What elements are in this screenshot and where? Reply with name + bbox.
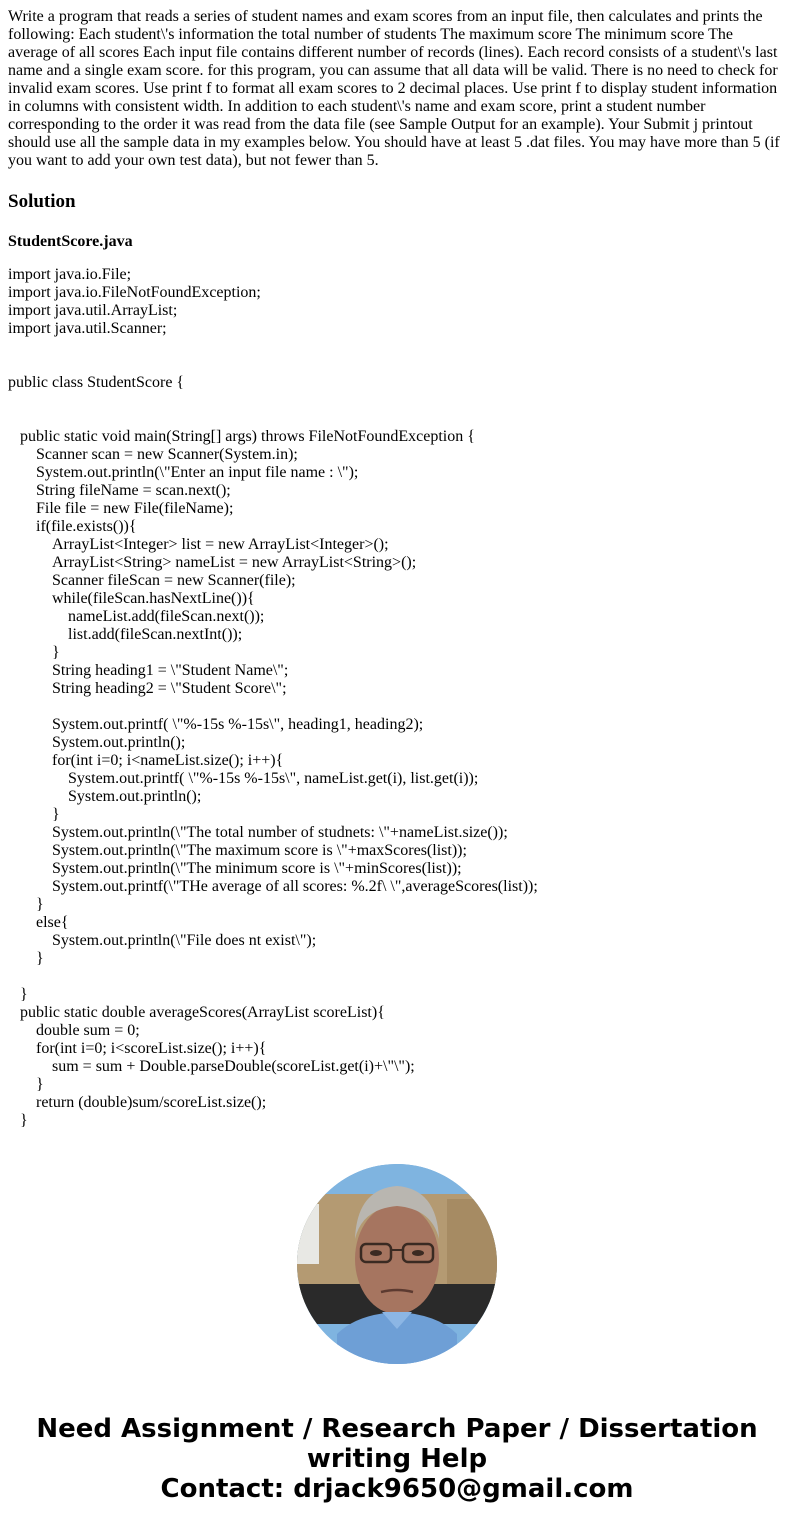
code-line: String fileName = scan.next(); [36,482,231,499]
file-name-heading: StudentScore.java [8,233,133,250]
code-line: System.out.println(\"Enter an input file name : \"); [36,464,359,481]
code-line: } [36,950,44,967]
code-line: System.out.println(\"The minimum score is \"+minScores(list)); [52,860,462,877]
code-block [8,266,786,1130]
code-line [8,356,786,374]
code-line [8,968,786,986]
code-line: System.out.println(); [52,734,186,751]
promo-banner [8,1414,786,1504]
code-line: } [52,806,60,823]
code-line: public static double averageScores(ArrayList scoreList){ [20,1004,385,1021]
code-line: System.out.printf(\"THe average of all scores: %.2f\ \",averageScores(list)); [52,878,538,895]
code-line: System.out.println(\"The maximum score is \"+maxScores(list)); [52,842,467,859]
code-line: public static void main(String[] args) throws FileNotFoundException { [20,428,475,445]
code-line: ArrayList<Integer> list = new ArrayList<Integer>(); [52,536,389,553]
promo-line-2: writing Help [306,1444,488,1474]
code-line: File file = new File(fileName); [36,500,234,517]
code-line: Scanner scan = new Scanner(System.in); [36,446,298,463]
code-line: } [36,1076,44,1093]
code-line: import java.io.File; [8,266,132,283]
code-line: ArrayList<String> nameList = new ArrayList<String>(); [52,554,417,571]
code-line [8,338,786,356]
avatar-container [8,1164,786,1364]
author-photo-icon [297,1164,497,1364]
code-line: if(file.exists()){ [36,518,137,535]
code-line: System.out.println(); [68,788,202,805]
code-line: System.out.println(\"The total number of studnets: \"+nameList.size()); [52,824,508,841]
code-line: return (double)sum/scoreList.size(); [36,1094,267,1111]
code-line: System.out.printf( \"%-15s %-15s\", nameList.get(i), list.get(i)); [68,770,479,787]
code-line: System.out.println(\"File does nt exist\"); [52,932,317,949]
code-line: import java.util.Scanner; [8,320,167,337]
code-line [8,698,786,716]
code-line: } [52,644,60,661]
code-line: String heading1 = \"Student Name\"; [52,662,289,679]
avatar [297,1164,497,1364]
code-line: System.out.printf( \"%-15s %-15s\", heading1, heading2); [52,716,424,733]
code-line: import java.io.FileNotFoundException; [8,284,261,301]
code-line [8,410,786,428]
promo-contact: Contact: drjack9650@gmail.com [160,1474,634,1504]
code-line: for(int i=0; i<scoreList.size(); i++){ [36,1040,267,1057]
solution-heading: Solution [8,191,76,212]
code-line: public class StudentScore { [8,374,185,391]
question-text: Write a program that reads a series of student names and exam scores from an input file, then calculates and prints the following: Each student\'s information the total number of students The maximum score The minimum score The average of all scores Each input file contains different number of records (lines). Each record consists of a student\'s last name and a single exam score. for this program, you can assume that all data will be valid. There is no need to check for invalid exam scores. Use print f to format all exam scores to 2 decimal places. Use print f to display student information in columns with consistent width. In addition to each student\'s name and exam score, print a student number corresponding to the order it was read from the data file (see Sample Output for an example). Your Submit j printout should use all the sample data in my examples below. You should have at least 5 .dat files. You may have more than 5 (if you want to add your own test data), but not fewer than 5. [8,8,780,169]
code-line: list.add(fileScan.nextInt()); [68,626,243,643]
code-line: for(int i=0; i<nameList.size(); i++){ [52,752,284,769]
code-line: else{ [36,914,69,931]
code-line: } [36,896,44,913]
code-line: import java.util.ArrayList; [8,302,178,319]
code-line: String heading2 = \"Student Score\"; [52,680,287,697]
code-line: } [20,1112,28,1129]
code-line: nameList.add(fileScan.next()); [68,608,265,625]
code-line: sum = sum + Double.parseDouble(scoreList.get(i)+\"\"); [52,1058,415,1075]
code-line: double sum = 0; [36,1022,140,1039]
code-line [8,392,786,410]
promo-line-1: Need Assignment / Research Paper / Dissertation [36,1414,758,1444]
code-line: } [20,986,28,1003]
code-line: while(fileScan.hasNextLine()){ [52,590,255,607]
code-line: Scanner fileScan = new Scanner(file); [52,572,296,589]
